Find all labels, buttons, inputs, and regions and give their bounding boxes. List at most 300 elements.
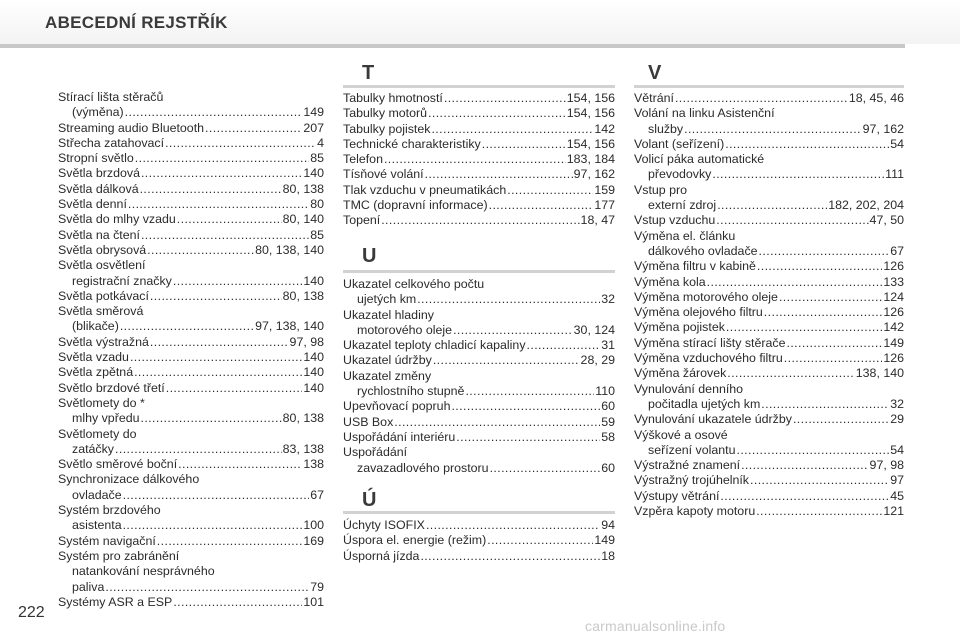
index-heading: Ukazatel hladiny [343,307,434,322]
index-entry [343,198,615,213]
index-entry [58,518,324,533]
index-entry-page: 124 [883,289,904,304]
index-entry-page: 154, 156 [566,91,615,105]
index-entry-page: 60 [601,460,615,475]
dot-leader [716,213,868,228]
dot-leader [205,121,302,136]
index-entry-page: 80, 138, 140 [255,242,324,257]
index-entry-page: 97, 162 [862,121,904,136]
index-entry [58,182,324,197]
index-entry-page: 154, 156 [566,136,615,151]
index-entry-page: 94 [601,518,615,532]
index-entry-label: Světla potkávací [58,288,149,303]
index-entry [634,489,904,504]
index-entry-page: 138, 140 [855,366,904,381]
index-entry-label: Větrání [634,91,674,105]
index-entry [343,384,615,399]
index-entry [343,122,615,137]
index-entry [343,549,615,564]
index-entry-page: 142 [594,121,615,136]
dot-leader [490,461,601,476]
index-entry-label: Světla zpětná [58,365,134,380]
index-entry [634,91,904,106]
dot-leader [707,275,883,290]
index-entry-label: Světlo směrové boční [58,457,178,472]
index-entry-page: 54 [890,442,904,457]
index-entry-page: 101 [303,594,324,609]
index-heading: Výškové a osové [634,427,728,442]
index-entry [634,259,904,274]
dot-leader [757,259,882,274]
index-entry [634,137,904,152]
dot-leader [727,366,854,381]
index-entry [634,412,904,427]
index-entry-label: Systém navigační [58,533,156,548]
index-entry [58,105,324,120]
section-rule-t [343,85,615,88]
dot-leader [779,290,882,305]
index-entry-page: 45 [890,488,904,503]
index-heading: Ukazatel celkového počtu [343,277,485,291]
index-entry-page: 47, 50 [869,213,904,228]
index-entry-page: 126 [883,351,904,366]
index-entry-page: 31 [601,338,615,353]
index-column-1 [58,90,324,610]
index-entry [343,137,615,152]
dot-leader [720,489,889,504]
dot-leader [165,136,316,151]
dot-leader [527,338,601,353]
index-entry [634,504,904,519]
index-entry-label: Světla na čtení [58,227,140,242]
index-entry-label: Světla denní [58,197,127,212]
index-entry-page: 28, 29 [580,353,615,368]
index-entry-page: 149 [303,105,324,120]
dot-leader [150,335,289,350]
index-entry [58,166,324,181]
index-entry-label: Vynulování ukazatele údržby [634,412,792,427]
index-entry-label: seřízení volantu [648,442,736,457]
dot-leader [166,381,303,396]
index-entry [58,243,324,258]
section-rule-u [343,270,615,273]
index-entry-label: Uspořádání interiéru [343,429,456,444]
dot-leader [178,457,302,472]
index-entry-label: Výměna vzduchového filtru [634,351,783,366]
index-entry [58,580,324,595]
index-entry [343,183,615,198]
index-entry [343,399,615,414]
index-entry-label: USB Box [343,414,394,429]
dot-leader [444,91,566,106]
dot-leader [489,198,594,213]
index-entry [634,198,904,213]
index-entry-label: registrační značky [72,273,172,288]
index-entry-page: 149 [594,533,615,548]
index-entry [58,381,324,396]
dot-leader [123,488,310,503]
index-entry-page: 100 [303,518,324,533]
index-heading: Synchronizace dálkového [58,472,200,487]
index-entry-page: 126 [883,259,904,274]
index-entry-label: Výměna pojistek [634,320,725,335]
index-entry-page: 18, 47 [580,213,615,228]
index-entry-page: 83, 138 [282,441,324,456]
index-entry-label: dálkového ovladače [648,243,758,258]
index-entry-label: Světla brzdová [58,166,140,181]
index-entry-label: Tabulky pojistek [343,121,431,136]
dot-leader [141,411,282,426]
index-entry-label: služby [648,121,684,136]
index-entry [343,106,615,121]
index-entry-label: Systémy ASR a ESP [58,594,173,609]
dot-leader [115,442,282,457]
index-entry [58,197,324,212]
dot-leader [428,106,566,121]
index-entry-page: 32 [601,292,615,307]
index-entry-page: 80, 138 [282,181,324,196]
index-heading: Vynulování denního [634,381,744,396]
dot-leader [157,534,303,549]
dot-leader [741,458,868,473]
index-entry-label: Světla do mlhy vzadu [58,212,176,227]
index-entry-page: 29 [890,412,904,427]
index-entry-label: Úchyty ISOFIX [343,518,425,532]
dot-leader [726,320,882,335]
index-entry-label: Výstražné znamení [634,458,741,473]
index-entry-label: Topení [343,213,381,228]
index-heading: Ukazatel změny [343,368,432,383]
index-entry-page: 97, 98 [289,334,324,349]
dot-leader [147,243,254,258]
index-entry [634,473,904,488]
index-entry-page: 140 [303,365,324,380]
index-heading: Světla směrová [58,304,144,319]
index-entry-page: 80, 138 [282,288,324,303]
dot-leader [128,197,309,212]
dot-leader [487,533,593,548]
dot-leader [482,137,566,152]
index-heading: Systém pro zabránění [58,548,180,563]
index-entry-page: 149 [883,335,904,350]
dot-leader [433,353,580,368]
index-heading: natankování nesprávného [72,564,215,579]
index-entry [343,461,615,476]
index-entry-page: 60 [601,399,615,414]
index-entry [634,244,904,259]
dot-leader [451,399,600,414]
index-entry [58,595,324,610]
index-entry-label: Vstup vzduchu [634,213,716,228]
index-entry-page: 177 [594,198,615,213]
index-entry [58,274,324,289]
index-entry-page: 67 [310,487,324,502]
index-entry [343,323,615,338]
index-heading: Volání na linku Asistenční [634,106,775,121]
section-rule-u-acute [343,511,615,514]
index-entry-page: 159 [594,182,615,197]
index-entry-label: externí zdroj [648,198,717,213]
index-entry [634,320,904,335]
index-entry-page: 32 [890,396,904,411]
index-entry [343,167,615,182]
index-entry-page: 138 [303,457,324,472]
dot-leader [507,183,593,198]
watermark: carmanualsonline.info [585,618,726,634]
index-entry-page: 97, 138, 140 [255,319,324,334]
dot-leader [675,91,848,106]
index-entry [634,275,904,290]
index-entry-label: Volant (seřízení) [634,136,725,151]
index-entry-label: ovladače [72,487,122,502]
index-entry [58,289,324,304]
index-entry-label: rychlostního stupně [357,384,465,399]
index-entry-label: Tísňové volání [343,167,424,182]
index-entry [58,136,324,151]
dot-leader [725,137,889,152]
section-u-list [343,277,615,476]
index-entry-page: 110 [595,384,615,399]
index-entry-label: Výměna žárovek [634,366,727,381]
index-heading: Světlomety do * [58,395,145,410]
section-letter-v: V [648,62,662,84]
index-entry-label: Stropní světlo [58,151,134,166]
index-entry [634,213,904,228]
dot-leader [425,167,573,182]
index-entry-label: TMC (dopravní informace) [343,198,488,213]
index-entry [343,338,615,353]
index-entry-label: zatáčky [72,441,115,456]
index-entry-label: převodovky [648,167,712,182]
index-entry [343,292,615,307]
index-entry-page: 207 [303,120,324,135]
index-entry [634,122,904,137]
dot-leader [431,122,593,137]
index-entry-label: Tabulky motorů [343,106,428,121]
dot-leader [417,292,600,307]
index-entry-label: Výměna motorového oleje [634,289,778,304]
index-entry [343,518,615,533]
index-entry-label: Výměna filtru v kabině [634,259,756,274]
index-entry-label: asistenta [72,518,122,533]
index-entry [58,534,324,549]
section-v-list [634,91,904,519]
index-heading: Výměna el. článku [634,228,736,243]
section-t-list [343,91,615,229]
index-entry-label: (blikače) [72,319,119,334]
index-entry [58,212,324,227]
index-entry-label: Výměna stírací lišty stěrače [634,335,786,350]
page-title: ABECEDNÍ REJSTŘÍK [45,13,228,32]
dot-leader [105,580,309,595]
dot-leader [426,518,600,533]
index-entry [58,121,324,136]
index-entry [58,457,324,472]
index-entry [58,151,324,166]
index-entry-page: 18, 45, 46 [848,91,904,105]
index-entry-page: 4 [317,135,324,150]
index-entry-label: Světla obrysová [58,242,147,257]
dot-leader [384,152,566,167]
index-entry-page: 18 [601,548,615,563]
index-entry-page: 59 [601,414,615,429]
index-entry-page: 79 [310,579,324,594]
dot-leader [173,274,302,289]
dot-leader [761,397,889,412]
index-entry-label: Výměna olejového filtru [634,305,763,320]
index-entry-label: Technické charakteristiky [343,136,481,151]
index-entry [343,430,615,445]
index-entry [634,167,904,182]
index-entry [58,442,324,457]
index-entry [343,213,615,228]
index-entry-page: 133 [883,274,904,289]
index-entry-label: Světla výstražná [58,334,149,349]
index-entry-label: Streaming audio Bluetooth [58,120,205,135]
index-entry [634,397,904,412]
index-entry-label: Střecha zatahovací [58,135,165,150]
index-entry-page: 80 [310,197,324,212]
index-entry-label: Tabulky hmotností [343,91,443,105]
index-entry-page: 80, 140 [282,212,324,227]
index-entry-label: Tlak vzduchu v pneumatikách [343,182,507,197]
dot-leader [120,319,254,334]
dot-leader [784,351,883,366]
dot-leader [759,244,890,259]
index-heading: Světla osvětlení [58,258,146,273]
index-entry-label: motorového oleje [357,322,453,337]
section-rule-v [634,85,904,88]
dot-leader [465,384,594,399]
dot-leader [453,323,573,338]
index-entry-label: Vzpěra kapoty motoru [634,504,756,519]
index-entry-page: 80, 138 [282,411,324,426]
index-entry [58,411,324,426]
index-entry [58,350,324,365]
dot-leader [141,166,302,181]
section-u-acute-list [343,518,615,564]
index-entry [58,228,324,243]
index-heading: Světlomety do [58,426,137,441]
index-entry [634,458,904,473]
dot-leader [684,122,862,137]
index-entry-page: 30, 124 [573,322,615,337]
index-entry-label: Výměna kola [634,274,706,289]
index-entry [58,319,324,334]
index-entry [634,305,904,320]
index-entry-label: Ukazatel teploty chladicí kapaliny [343,338,526,353]
section-letter-u: U [362,245,377,267]
index-entry-label: Výstupy větrání [634,488,720,503]
index-entry [58,335,324,350]
index-entry [343,91,615,106]
dot-leader [125,105,303,120]
index-entry [343,353,615,368]
dot-leader [736,443,889,458]
index-entry-page: 67 [890,243,904,258]
dot-leader [750,473,889,488]
header-rule [0,44,905,48]
index-entry-page: 121 [883,504,904,519]
index-entry-page: 85 [310,227,324,242]
dot-leader [764,305,883,320]
index-entry-page: 111 [885,167,904,182]
dot-leader [141,228,309,243]
index-entry-page: 140 [303,166,324,181]
index-entry [343,152,615,167]
index-entry [343,415,615,430]
dot-leader [150,289,282,304]
index-entry-label: zavazadlového prostoru [357,460,489,475]
index-entry-label: mlhy vpředu [72,411,140,426]
index-entry-page: 169 [303,533,324,548]
index-entry-label: Světla dálková [58,181,139,196]
index-entry-label: Ukazatel údržby [343,353,432,368]
index-entry [634,443,904,458]
index-entry [343,533,615,548]
index-entry-label: Upevňovací popruh [343,399,451,414]
index-entry-page: 54 [890,136,904,151]
index-entry [634,351,904,366]
dot-leader [793,412,889,427]
dot-leader [717,198,827,213]
index-heading: Vstup pro [634,182,688,197]
index-entry-label: Světlo brzdové třetí [58,380,165,395]
index-entry [634,290,904,305]
dot-leader [456,430,600,445]
dot-leader [135,151,309,166]
index-heading: Uspořádání [343,445,408,460]
index-entry-page: 183, 184 [566,152,615,167]
index-entry-label: paliva [72,579,105,594]
index-entry-page: 97, 98 [869,458,904,473]
index-entry-label: Úspora el. energie (režim) [343,533,487,548]
index-entry-label: Úsporná jízda [343,548,420,563]
index-heading: Systém brzdového [58,503,161,518]
index-entry [634,336,904,351]
dot-leader [140,182,282,197]
index-entry [634,366,904,381]
index-entry-label: (výměna) [72,105,124,120]
section-letter-u-acute: Ú [362,489,377,511]
page-number: 222 [18,604,45,621]
dot-leader [177,212,282,227]
index-entry-page: 182, 202, 204 [828,198,904,213]
index-entry-label: počitadla ujetých km [648,396,761,411]
index-entry-page: 154, 156 [566,106,615,121]
dot-leader [787,336,883,351]
index-entry-page: 58 [601,429,615,444]
index-entry-page: 142 [883,320,904,335]
index-entry-page: 126 [883,305,904,320]
dot-leader [394,415,600,430]
index-entry-page: 140 [303,273,324,288]
dot-leader [381,213,579,228]
index-heading: Volicí páka automatické [634,152,765,167]
index-entry [58,365,324,380]
section-letter-t: T [362,62,375,84]
dot-leader [130,350,302,365]
index-entry-page: 97, 162 [573,167,615,182]
dot-leader [134,365,302,380]
index-entry-page: 97 [890,473,904,488]
index-entry-label: Výstražný trojúhelník [634,473,750,488]
dot-leader [712,167,884,182]
dot-leader [173,595,302,610]
dot-leader [123,518,303,533]
index-entry-label: ujetých km [357,292,417,307]
index-entry-page: 140 [303,380,324,395]
